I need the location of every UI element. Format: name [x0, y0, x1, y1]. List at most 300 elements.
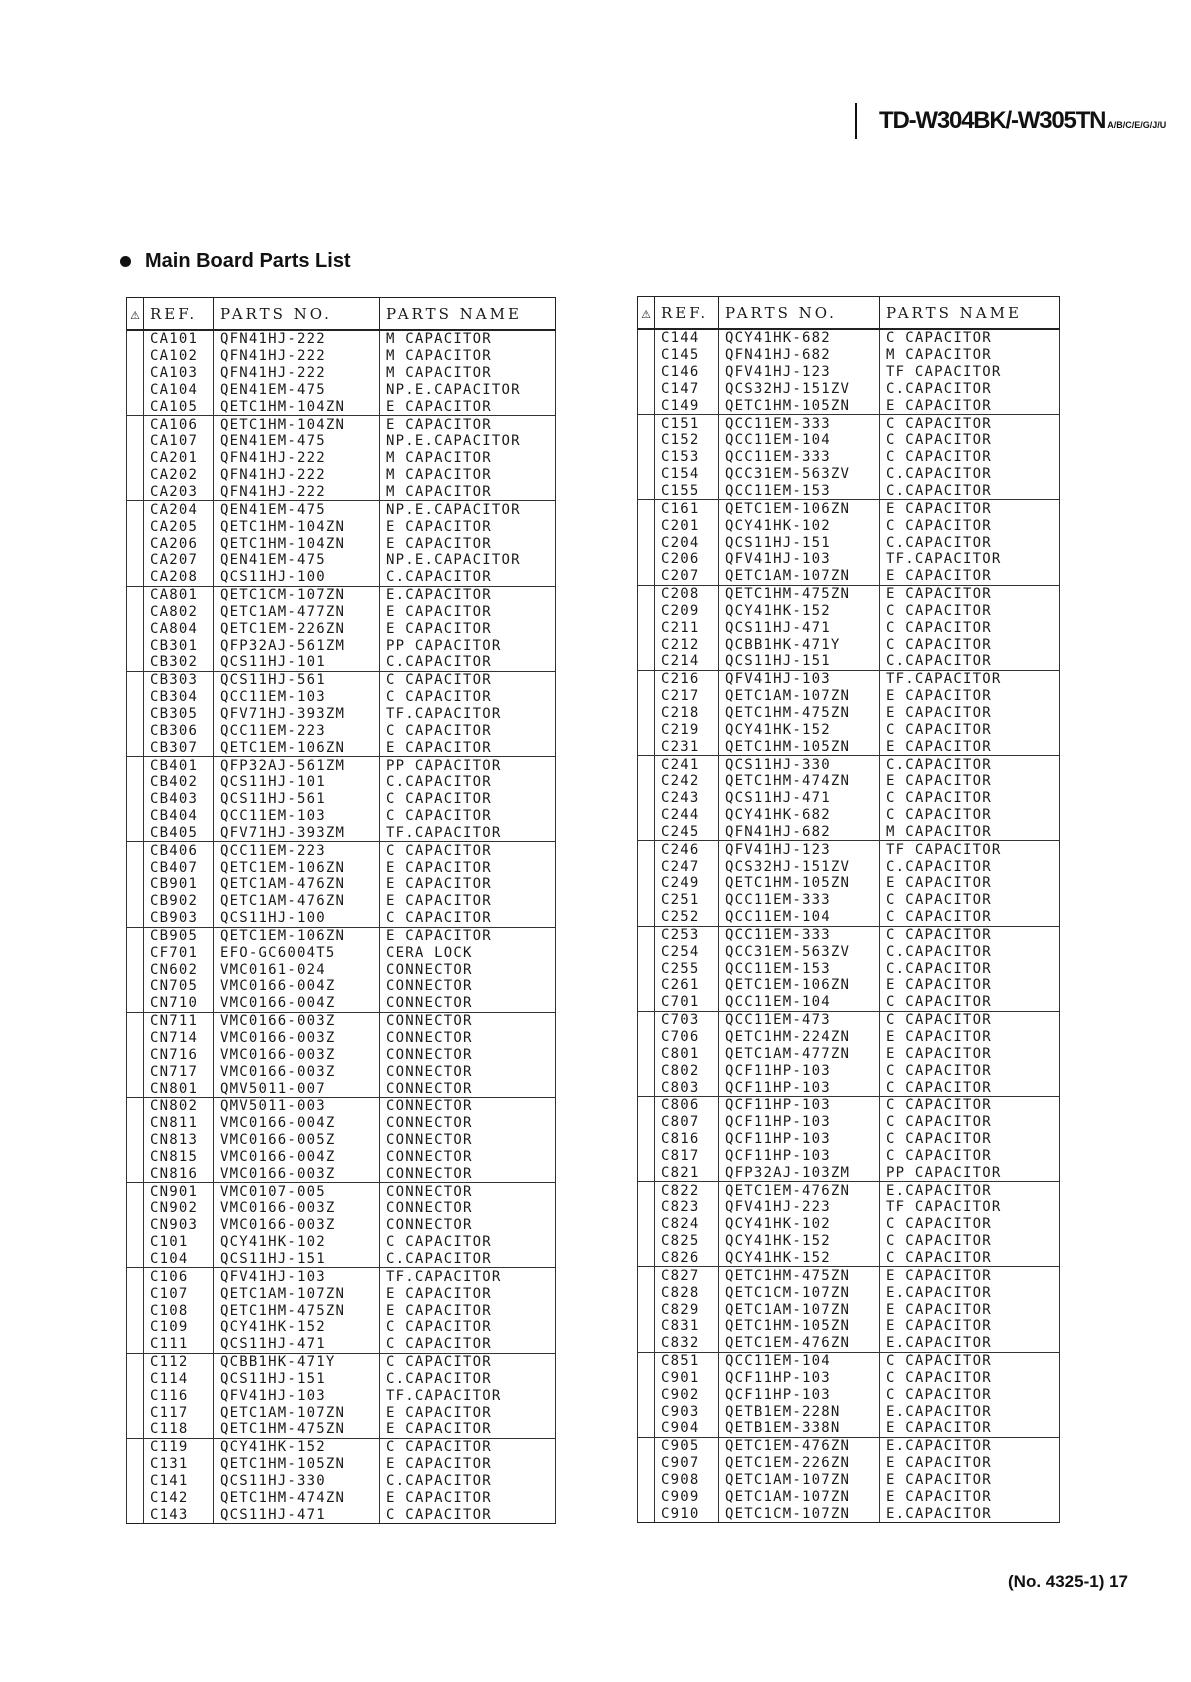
ref-cell: C829	[655, 1301, 719, 1318]
parts-name-cell: CONNECTOR	[380, 1132, 556, 1149]
ref-cell: CN705	[144, 978, 214, 995]
warning-cell	[638, 1114, 655, 1131]
warning-cell	[638, 636, 655, 653]
parts-name-cell: C CAPACITOR	[880, 1250, 1060, 1267]
ref-cell: C147	[655, 381, 719, 398]
warning-cell	[127, 1473, 144, 1490]
parts-name-cell: C.CAPACITOR	[880, 943, 1060, 960]
parts-name-cell: E CAPACITOR	[880, 500, 1060, 517]
parts-name-cell: C.CAPACITOR	[380, 774, 556, 791]
warning-cell	[638, 823, 655, 840]
ref-cell: CA804	[144, 620, 214, 637]
parts-name-cell: E CAPACITOR	[380, 1456, 556, 1473]
ref-cell: C909	[655, 1488, 719, 1505]
ref-cell: C209	[655, 603, 719, 620]
parts-name-cell: CONNECTOR	[380, 1115, 556, 1132]
parts-name-cell: E CAPACITOR	[880, 1045, 1060, 1062]
warning-cell	[127, 722, 144, 739]
warning-cell	[127, 1302, 144, 1319]
warning-cell	[638, 1335, 655, 1352]
parts-name-cell: M CAPACITOR	[380, 484, 556, 501]
table-row	[638, 670, 1060, 687]
table-row	[638, 1250, 1060, 1267]
warning-cell	[638, 381, 655, 398]
warning-cell	[127, 1438, 144, 1455]
ref-cell: C201	[655, 517, 719, 534]
parts-no-cell: QFP32AJ-103ZM	[719, 1164, 880, 1181]
parts-no-cell: QCS11HJ-471	[719, 790, 880, 807]
parts-name-cell: M CAPACITOR	[380, 450, 556, 467]
ref-cell: CA201	[144, 450, 214, 467]
warning-column-header	[127, 298, 144, 331]
parts-no-cell: QCF11HP-103	[719, 1079, 880, 1096]
warning-cell	[127, 1387, 144, 1404]
warning-cell	[127, 1268, 144, 1285]
parts-name-column-header: PARTS NAME	[380, 298, 556, 331]
table-row	[127, 859, 556, 876]
parts-name-cell: E CAPACITOR	[880, 1472, 1060, 1489]
ref-cell: CB402	[144, 774, 214, 791]
warning-cell	[127, 1404, 144, 1421]
ref-cell: C111	[144, 1336, 214, 1353]
ref-cell: CB305	[144, 706, 214, 723]
parts-no-cell: QETC1AM-107ZN	[719, 1301, 880, 1318]
parts-name-cell: CONNECTOR	[380, 1080, 556, 1097]
parts-name-cell: C.CAPACITOR	[880, 483, 1060, 500]
parts-name-cell: CONNECTOR	[380, 1097, 556, 1114]
ref-cell: C261	[655, 977, 719, 994]
warning-cell	[127, 1319, 144, 1336]
parts-no-cell: QETC1EM-106ZN	[719, 977, 880, 994]
parts-no-cell: QCF11HP-103	[719, 1148, 880, 1165]
parts-no-cell: QCF11HP-103	[719, 1114, 880, 1131]
warning-cell	[638, 449, 655, 466]
table-row	[638, 449, 1060, 466]
warning-cell	[127, 808, 144, 825]
ref-cell: C251	[655, 892, 719, 909]
ref-cell: CA206	[144, 535, 214, 552]
ref-cell: CB902	[144, 893, 214, 910]
warning-cell	[127, 1046, 144, 1063]
parts-no-cell: QCBB1HK-471Y	[214, 1353, 380, 1370]
table-row	[127, 1165, 556, 1182]
ref-cell: C903	[655, 1403, 719, 1420]
ref-cell: C206	[655, 551, 719, 568]
parts-no-cell: QETC1HM-224ZN	[719, 1029, 880, 1046]
ref-cell: C104	[144, 1251, 214, 1268]
table-header	[127, 298, 556, 331]
parts-no-cell: QETC1HM-475ZN	[719, 1267, 880, 1284]
parts-name-cell: C CAPACITOR	[880, 603, 1060, 620]
ref-cell: CN815	[144, 1149, 214, 1166]
table-row	[638, 1352, 1060, 1369]
warning-cell	[127, 552, 144, 569]
warning-cell	[127, 484, 144, 501]
warning-cell	[127, 1097, 144, 1114]
parts-no-cell: QFV41HJ-223	[719, 1199, 880, 1216]
table-row	[638, 875, 1060, 892]
warning-cell	[127, 1012, 144, 1029]
warning-cell	[638, 1148, 655, 1165]
parts-no-cell: QETC1AM-476ZN	[214, 876, 380, 893]
warning-cell	[638, 1233, 655, 1250]
table-row	[127, 876, 556, 893]
parts-name-cell: NP.E.CAPACITOR	[380, 433, 556, 450]
table-row	[127, 722, 556, 739]
parts-name-cell: E CAPACITOR	[380, 739, 556, 756]
parts-name-cell: E CAPACITOR	[380, 535, 556, 552]
warning-cell	[127, 1234, 144, 1251]
parts-no-cell: QETB1EM-228N	[719, 1403, 880, 1420]
ref-cell: C112	[144, 1353, 214, 1370]
parts-no-cell: QCF11HP-103	[719, 1386, 880, 1403]
parts-no-cell: QCS11HJ-151	[719, 534, 880, 551]
parts-no-cell: QETC1HM-474ZN	[214, 1489, 380, 1506]
warning-cell	[638, 977, 655, 994]
parts-no-cell: QMV5011-003	[214, 1097, 380, 1114]
ref-cell: CA102	[144, 348, 214, 365]
parts-name-cell: C CAPACITOR	[880, 1079, 1060, 1096]
parts-no-cell: QCY41HK-152	[214, 1438, 380, 1455]
table-row	[638, 943, 1060, 960]
parts-no-cell: QFV41HJ-103	[214, 1387, 380, 1404]
ref-cell: C116	[144, 1387, 214, 1404]
table-row	[638, 619, 1060, 636]
parts-no-cell: QETC1EM-106ZN	[214, 859, 380, 876]
ref-cell: C823	[655, 1199, 719, 1216]
ref-cell: CN717	[144, 1063, 214, 1080]
ref-cell: CB302	[144, 654, 214, 671]
parts-name-cell: C.CAPACITOR	[380, 654, 556, 671]
warning-cell	[127, 910, 144, 927]
ref-cell: C143	[144, 1506, 214, 1523]
table-row	[127, 382, 556, 399]
table-row	[638, 466, 1060, 483]
warning-cell	[638, 534, 655, 551]
warning-cell	[638, 415, 655, 432]
parts-name-cell: E.CAPACITOR	[880, 1335, 1060, 1352]
warning-cell	[638, 807, 655, 824]
table-row	[127, 1030, 556, 1047]
parts-no-cell: VMC0166-005Z	[214, 1132, 380, 1149]
warning-cell	[638, 875, 655, 892]
table-row	[127, 995, 556, 1012]
ref-cell: CA107	[144, 433, 214, 450]
table-row	[638, 1437, 1060, 1454]
table-row	[127, 944, 556, 961]
parts-no-cell: QETC1HM-475ZN	[214, 1302, 380, 1319]
ref-cell: C249	[655, 875, 719, 892]
table-row	[638, 1335, 1060, 1352]
table-row	[127, 552, 556, 569]
parts-no-cell: QFV41HJ-103	[214, 1268, 380, 1285]
warning-cell	[127, 433, 144, 450]
ref-cell: CN714	[144, 1030, 214, 1047]
warning-cell	[127, 1132, 144, 1149]
parts-name-cell: C CAPACITOR	[880, 636, 1060, 653]
parts-no-cell: QCY41HK-152	[719, 1233, 880, 1250]
model-header	[855, 103, 1166, 139]
warning-cell	[127, 518, 144, 535]
warning-cell	[638, 1199, 655, 1216]
ref-cell: C151	[655, 415, 719, 432]
table-body-right	[638, 329, 1060, 1523]
warning-cell	[638, 551, 655, 568]
parts-name-cell: C CAPACITOR	[380, 1353, 556, 1370]
parts-no-cell: QCS11HJ-101	[214, 654, 380, 671]
parts-name-cell: E.CAPACITOR	[880, 1284, 1060, 1301]
parts-name-cell: E CAPACITOR	[880, 773, 1060, 790]
ref-cell: C211	[655, 619, 719, 636]
ref-cell: CN802	[144, 1097, 214, 1114]
ref-cell: C701	[655, 994, 719, 1011]
parts-no-cell: QCY41HK-102	[214, 1234, 380, 1251]
table-row	[127, 484, 556, 501]
parts-name-cell: CONNECTOR	[380, 1165, 556, 1182]
warning-cell	[638, 1437, 655, 1454]
table-row	[638, 1318, 1060, 1335]
parts-no-cell: QCY41HK-152	[719, 603, 880, 620]
warning-cell	[127, 365, 144, 382]
table-row	[127, 450, 556, 467]
parts-name-cell: E.CAPACITOR	[880, 1505, 1060, 1522]
warning-cell	[127, 569, 144, 586]
parts-name-cell: NP.E.CAPACITOR	[380, 382, 556, 399]
parts-name-cell: C CAPACITOR	[880, 1148, 1060, 1165]
ref-cell: CB403	[144, 791, 214, 808]
table-row	[127, 433, 556, 450]
ref-cell: CB401	[144, 757, 214, 774]
table-row	[127, 501, 556, 518]
parts-name-cell: C CAPACITOR	[380, 1506, 556, 1523]
ref-cell: C108	[144, 1302, 214, 1319]
warning-cell	[127, 859, 144, 876]
ref-cell: C825	[655, 1233, 719, 1250]
table-row	[127, 604, 556, 621]
ref-cell: C131	[144, 1456, 214, 1473]
ref-cell: CN901	[144, 1183, 214, 1200]
table-row	[127, 927, 556, 944]
ref-cell: C807	[655, 1114, 719, 1131]
parts-name-cell: TF.CAPACITOR	[380, 1387, 556, 1404]
table-row	[638, 585, 1060, 602]
table-row	[127, 1473, 556, 1490]
table-row	[127, 1097, 556, 1114]
table-row	[127, 671, 556, 688]
table-row	[127, 586, 556, 603]
ref-cell: C117	[144, 1404, 214, 1421]
warning-cell	[127, 893, 144, 910]
parts-no-cell: QFV41HJ-103	[719, 551, 880, 568]
parts-no-cell: QETC1HM-104ZN	[214, 535, 380, 552]
table-row	[638, 1386, 1060, 1403]
warning-cell	[127, 1506, 144, 1523]
table-row	[638, 1301, 1060, 1318]
parts-no-cell: QETC1HM-105ZN	[719, 738, 880, 755]
table-row	[127, 569, 556, 586]
table-row	[638, 1216, 1060, 1233]
ref-cell: C816	[655, 1131, 719, 1148]
table-row	[127, 910, 556, 927]
ref-cell: CN816	[144, 1165, 214, 1182]
parts-name-cell: C CAPACITOR	[880, 721, 1060, 738]
warning-cell	[638, 1369, 655, 1386]
parts-name-cell: C CAPACITOR	[380, 808, 556, 825]
parts-no-cell: QEN41EM-475	[214, 433, 380, 450]
parts-no-cell: QETC1HM-105ZN	[719, 1318, 880, 1335]
table-row	[127, 1132, 556, 1149]
ref-cell: C703	[655, 1011, 719, 1028]
warning-cell	[638, 347, 655, 364]
parts-no-cell: QETC1CM-107ZN	[214, 586, 380, 603]
parts-no-cell: QCY41HK-152	[719, 721, 880, 738]
parts-name-cell: E CAPACITOR	[880, 397, 1060, 414]
table-row	[638, 1029, 1060, 1046]
table-row	[638, 517, 1060, 534]
table-row	[127, 774, 556, 791]
ref-cell: C905	[655, 1437, 719, 1454]
ref-cell: C828	[655, 1284, 719, 1301]
table-body-left	[127, 330, 556, 1524]
parts-no-cell: QCS11HJ-101	[214, 774, 380, 791]
parts-no-cell: QEN41EM-475	[214, 552, 380, 569]
parts-name-cell: C CAPACITOR	[380, 722, 556, 739]
parts-no-cell: QCY41HK-682	[719, 329, 880, 347]
parts-no-cell: QCC11EM-333	[719, 415, 880, 432]
parts-no-cell: QCS11HJ-330	[214, 1473, 380, 1490]
parts-no-cell: QETC1EM-226ZN	[719, 1455, 880, 1472]
ref-cell: CA207	[144, 552, 214, 569]
ref-cell: C245	[655, 823, 719, 840]
parts-name-cell: E CAPACITOR	[380, 1404, 556, 1421]
parts-name-cell: CONNECTOR	[380, 1012, 556, 1029]
ref-cell: CB304	[144, 689, 214, 706]
parts-no-cell: QFN41HJ-682	[719, 823, 880, 840]
warning-cell	[638, 364, 655, 381]
ref-cell: CN711	[144, 1012, 214, 1029]
warning-cell	[127, 330, 144, 348]
table-row	[638, 960, 1060, 977]
ref-cell: CA202	[144, 467, 214, 484]
table-row	[638, 773, 1060, 790]
warning-cell	[127, 1353, 144, 1370]
warning-cell	[127, 739, 144, 756]
table-row	[638, 823, 1060, 840]
parts-no-cell: QETC1HM-104ZN	[214, 398, 380, 415]
parts-no-cell: QCS11HJ-471	[214, 1506, 380, 1523]
ref-cell: C824	[655, 1216, 719, 1233]
parts-no-cell: QCC11EM-333	[719, 926, 880, 943]
table-row	[127, 1234, 556, 1251]
parts-no-column-header: PARTS NO.	[719, 297, 880, 330]
parts-name-cell: CONNECTOR	[380, 978, 556, 995]
warning-cell	[127, 1080, 144, 1097]
parts-name-cell: C CAPACITOR	[880, 432, 1060, 449]
warning-cell	[638, 1301, 655, 1318]
parts-no-cell: QCY41HK-102	[719, 1216, 880, 1233]
warning-cell	[127, 416, 144, 433]
parts-no-cell: QCY41HK-152	[214, 1319, 380, 1336]
table-row	[127, 467, 556, 484]
warning-cell	[127, 348, 144, 365]
warning-cell	[127, 842, 144, 859]
ref-cell: C244	[655, 807, 719, 824]
parts-no-cell: QETC1AM-107ZN	[214, 1404, 380, 1421]
parts-name-cell: E CAPACITOR	[880, 1420, 1060, 1437]
table-row	[127, 842, 556, 859]
ref-cell: CF701	[144, 944, 214, 961]
table-row	[127, 620, 556, 637]
table-row	[638, 603, 1060, 620]
table-row	[127, 824, 556, 841]
warning-cell	[127, 654, 144, 671]
parts-name-cell: E CAPACITOR	[380, 859, 556, 876]
parts-name-cell: C CAPACITOR	[880, 1131, 1060, 1148]
table-row	[638, 858, 1060, 875]
table-row	[638, 807, 1060, 824]
warning-cell	[127, 637, 144, 654]
parts-name-cell: C CAPACITOR	[880, 1216, 1060, 1233]
parts-no-cell: QETC1EM-106ZN	[719, 500, 880, 517]
table-row	[638, 432, 1060, 449]
parts-no-cell: VMC0166-004Z	[214, 1149, 380, 1166]
parts-name-cell: CERA LOCK	[380, 944, 556, 961]
parts-no-cell: QCC11EM-104	[719, 432, 880, 449]
warning-column-header	[638, 297, 655, 330]
parts-name-cell: C CAPACITOR	[880, 1114, 1060, 1131]
parts-no-cell: QEN41EM-475	[214, 501, 380, 518]
ref-cell: C910	[655, 1505, 719, 1522]
table-row	[127, 1046, 556, 1063]
ref-cell: C208	[655, 585, 719, 602]
ref-cell: CN602	[144, 961, 214, 978]
ref-column-header: REF.	[144, 298, 214, 331]
ref-column-header: REF.	[655, 297, 719, 330]
parts-no-cell: QEN41EM-475	[214, 382, 380, 399]
ref-cell: CB306	[144, 722, 214, 739]
table-row	[638, 738, 1060, 755]
warning-cell	[127, 961, 144, 978]
ref-cell: C806	[655, 1096, 719, 1113]
table-row	[638, 1284, 1060, 1301]
warning-cell	[127, 1370, 144, 1387]
parts-no-cell: VMC0166-003Z	[214, 1012, 380, 1029]
table-row	[638, 483, 1060, 500]
warning-cell	[127, 1217, 144, 1234]
table-row	[127, 1302, 556, 1319]
parts-name-cell: C.CAPACITOR	[380, 569, 556, 586]
table-row	[127, 1370, 556, 1387]
table-row	[638, 381, 1060, 398]
parts-no-cell: QETC1EM-226ZN	[214, 620, 380, 637]
ref-cell: C247	[655, 858, 719, 875]
ref-cell: C207	[655, 568, 719, 585]
warning-cell	[638, 705, 655, 722]
table-row	[638, 364, 1060, 381]
ref-cell: C817	[655, 1148, 719, 1165]
ref-cell: CN813	[144, 1132, 214, 1149]
parts-name-cell: E CAPACITOR	[880, 738, 1060, 755]
warning-cell	[127, 927, 144, 944]
warning-cell	[127, 467, 144, 484]
parts-no-cell: QCC11EM-103	[214, 808, 380, 825]
table-row	[127, 348, 556, 365]
section-title-text: Main Board Parts List	[145, 250, 351, 272]
ref-cell: C146	[655, 364, 719, 381]
parts-no-column-header: PARTS NO.	[214, 298, 380, 331]
table-row	[638, 909, 1060, 926]
table-row	[638, 329, 1060, 347]
